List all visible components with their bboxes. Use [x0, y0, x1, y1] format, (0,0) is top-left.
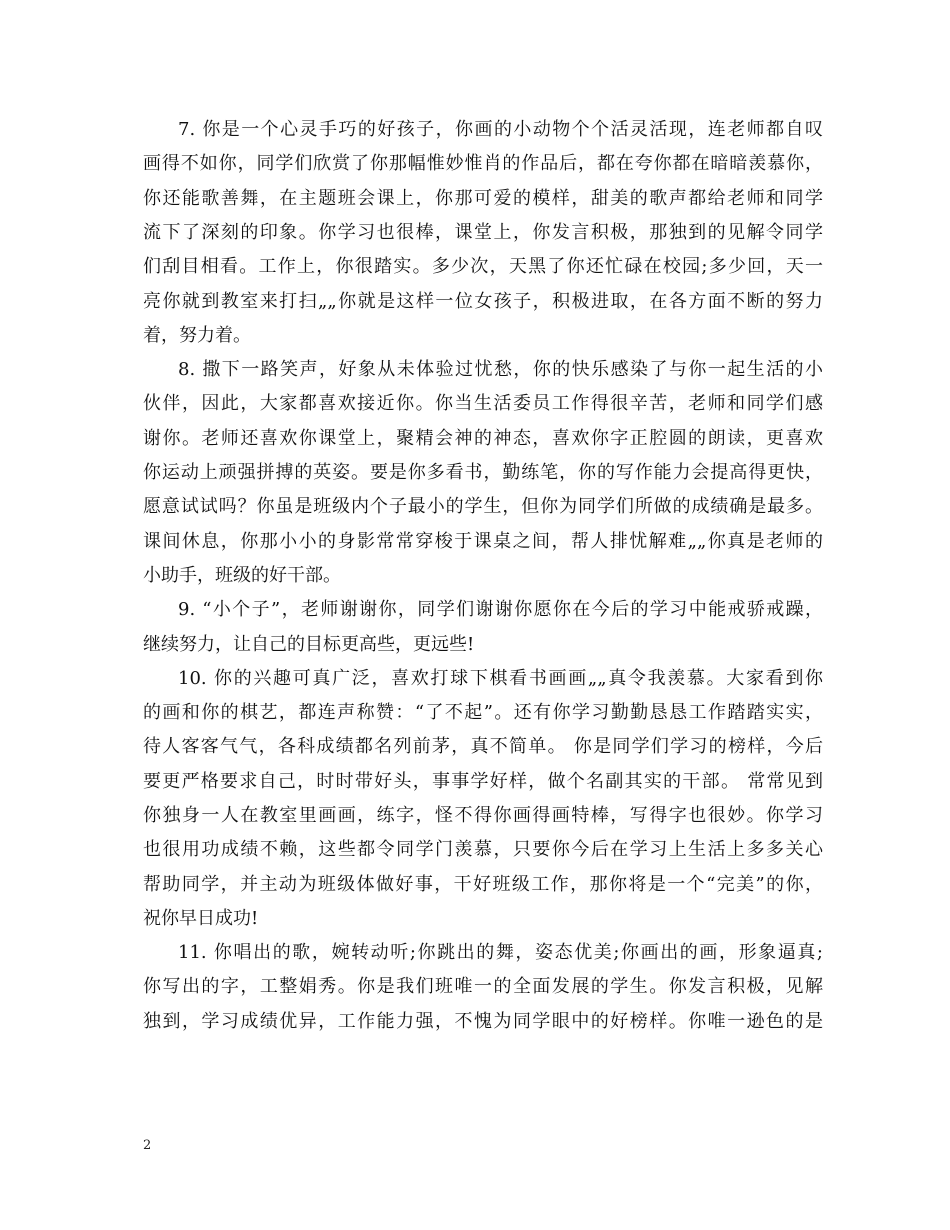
text-line: 你写出的字，工整娟秀。你是我们班唯一的全面发展的学生。你发言积极，见解 [143, 976, 823, 997]
text-line: 帮助同学，并主动为班级体做好事，干好班级工作，那你将是一个“完美”的你， [143, 874, 823, 895]
text-line: 亮你就到教室来打扫„„你就是这样一位女孩子，积极进取，在各方面不断的努力 [143, 291, 823, 312]
paragraph-first-line: 10. 你的兴趣可真广泛，喜欢打球下棋看书画画„„真令我羡慕。大家看到你 [178, 668, 823, 689]
paragraph-first-line: 9. “小个子”，老师谢谢你，同学们谢谢你愿你在今后的学习中能戒骄戒躁， [178, 599, 823, 620]
text-line: 们刮目相看。工作上，你很踏实。多少次，天黑了你还忙碌在校园;多少回，天一 [143, 256, 823, 277]
text-line: 要更严格要求自己，时时带好头，事事学好样，做个名副其实的干部。 常常见到 [143, 771, 823, 792]
text-line: 待人客客气气，各科成绩都名列前茅，真不简单。 你是同学们学习的榜样，今后 [143, 736, 823, 757]
text-line: 谢你。老师还喜欢你课堂上，聚精会神的神态，喜欢你字正腔圆的朗读，更喜欢 [143, 428, 823, 449]
text-line: 你独身一人在教室里画画，练字，怪不得你画得画特棒，写得字也很妙。你学习 [143, 805, 823, 826]
paragraph-first-line: 8. 撒下一路笑声，好象从未体验过忧愁，你的快乐感染了与你一起生活的小 [178, 359, 823, 380]
text-line: 流下了深刻的印象。你学习也很棒，课堂上，你发言积极，那独到的见解令同学 [143, 222, 823, 243]
paragraph-first-line: 7. 你是一个心灵手巧的好孩子，你画的小动物个个活灵活现，连老师都自叹 [178, 119, 823, 140]
text-line: 的画和你的棋艺，都连声称赞：“了不起”。还有你学习勤勤恳恳工作踏踏实实， [143, 702, 823, 723]
text-line: 你运动上顽强拼搏的英姿。要是你多看书，勤练笔，你的写作能力会提高得更快， [143, 462, 823, 483]
text-line: 着，努力着。 [143, 325, 251, 346]
text-line: 祝你早日成功! [143, 908, 259, 929]
text-line: 继续努力，让自己的目标更高些，更远些! [143, 634, 475, 655]
text-line: 画得不如你，同学们欣赏了你那幅惟妙惟肖的作品后，都在夸你都在暗暗羡慕你， [143, 153, 823, 174]
paragraph-first-line: 11. 你唱出的歌，婉转动听;你跳出的舞，姿态优美;你画出的画，形象逼真; [178, 942, 823, 963]
text-line: 伙伴，因此，大家都喜欢接近你。你当生活委员工作得很辛苦，老师和同学们感 [143, 393, 823, 414]
text-line: 你还能歌善舞，在主题班会课上，你那可爱的模样，甜美的歌声都给老师和同学 [143, 188, 823, 209]
page-number: 2 [143, 1138, 152, 1153]
text-line: 愿意试试吗？你虽是班级内个子最小的学生，但你为同学们所做的成绩确是最多。 [143, 496, 823, 517]
text-line: 课间休息，你那小小的身影常常穿梭于课桌之间，帮人排忧解难„„你真是老师的 [143, 531, 823, 552]
text-line: 小助手，班级的好干部。 [143, 565, 341, 586]
text-line: 独到，学习成绩优异，工作能力强，不愧为同学眼中的好榜样。你唯一逊色的是 [143, 1011, 823, 1032]
text-line: 也很用功成绩不赖，这些都令同学门羡慕，只要你今后在学习上生活上多多关心 [143, 839, 823, 860]
